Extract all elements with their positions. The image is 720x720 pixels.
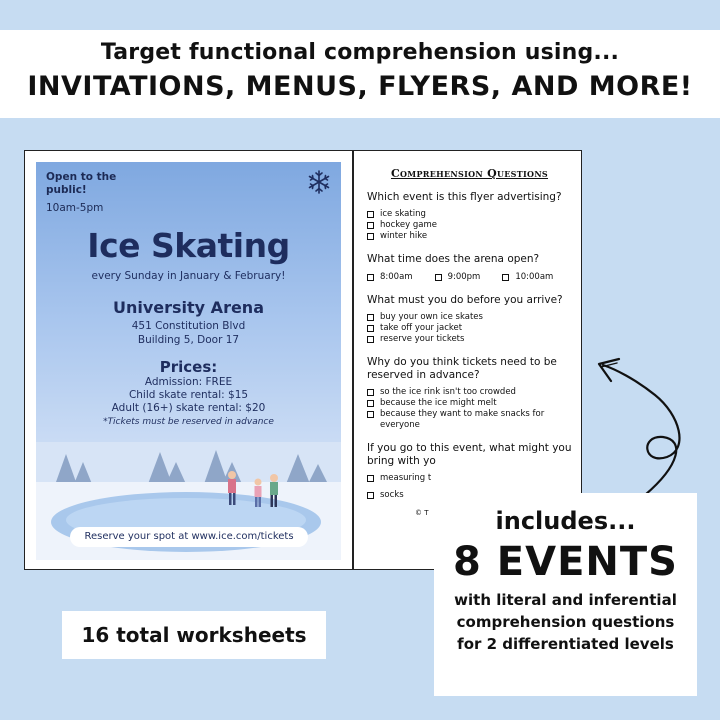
checkbox-icon [435,274,442,281]
question-3: What must you do before you arrive? [367,294,563,306]
answer-option: buy your own ice skates [367,312,572,323]
callout-desc-line3: for 2 differentiated levels [457,635,674,653]
answer-option: because they want to make snacks for everyone [367,409,572,431]
checkbox-icon [367,411,374,418]
question-2-options [367,272,572,283]
events-callout [434,493,697,696]
answer-option: because the ice might melt [367,398,572,409]
price-admission: Admission: FREE [144,376,233,388]
checkbox-icon [367,314,374,321]
checkbox-icon [367,336,374,343]
checkbox-icon [502,274,509,281]
answer-option: hockey game [367,220,572,231]
question-3-options [367,312,572,345]
questions-heading: Comprehension Questions [390,167,549,180]
checkbox-icon [367,475,374,482]
answer-option: take off your jacket [367,323,572,334]
checkbox-icon [367,389,374,396]
callout-desc-line1: with literal and inferential [454,591,677,609]
worksheet-count-label: 16 total worksheets [62,611,326,659]
answer-option: measuring t [367,473,572,484]
answer-option: socks [367,490,572,501]
checkbox-icon [367,492,374,499]
page-divider [352,151,354,569]
checkbox-icon [367,400,374,407]
flyer-address [36,319,341,347]
callout-event-count: 8 EVENTS [453,539,678,585]
answer-option: reserve your tickets [367,334,572,345]
question-5: If you go to this event, what might you bring with yo [367,442,572,467]
answer-option: 9:00pm [435,272,481,283]
flyer-prices-heading: Prices: [159,358,218,376]
snowflake-icon [307,170,331,194]
flyer-open-label: Open to the public! [46,171,117,196]
checkbox-icon [367,233,374,240]
price-child: Child skate rental: $15 [128,389,249,401]
curved-arrow-icon [585,345,695,505]
flyer-hours: 10am-5pm [46,202,104,214]
checkbox-icon [367,211,374,218]
callout-desc-line2: comprehension questions [456,613,675,631]
question-4-options [367,387,572,431]
answer-option: 8:00am [367,272,413,283]
question-1-options [367,209,572,242]
answer-option: so the ice rink isn't too crowded [367,387,572,398]
flyer-reserve-link: Reserve your spot at www.ice.com/tickets [70,527,308,547]
flyer-address-line2: Building 5, Door 17 [137,334,240,346]
answer-option: ice skating [367,209,572,220]
flyer-venue: University Arena [112,298,264,317]
answer-option: winter hike [367,231,572,242]
headline-line2: INVITATIONS, MENUS, FLYERS, AND MORE! [27,71,693,102]
question-1: Which event is this flyer advertising? [367,191,562,203]
copyright-footer: © T [415,509,429,517]
checkbox-icon [367,274,374,281]
flyer-title: Ice Skating [87,226,290,265]
headline-line1: Target functional comprehension using... [100,40,620,65]
answer-option: 10:00am [502,272,553,283]
callout-includes: includes... [495,507,636,535]
checkbox-icon [367,222,374,229]
callout-description [434,589,697,655]
ice-skating-flyer [36,162,341,560]
checkbox-icon [367,325,374,332]
question-4: Why do you think tickets need to be reserved in advance? [367,356,557,381]
headline-banner [0,30,720,118]
flyer-subtitle: every Sunday in January & February! [91,270,286,282]
question-2: What time does the arena open? [367,253,540,265]
price-adult: Adult (16+) skate rental: $20 [111,402,266,414]
flyer-ticket-note: *Tickets must be reserved in advance [103,417,274,427]
flyer-prices [36,376,341,415]
flyer-address-line1: 451 Constitution Blvd [131,320,246,332]
